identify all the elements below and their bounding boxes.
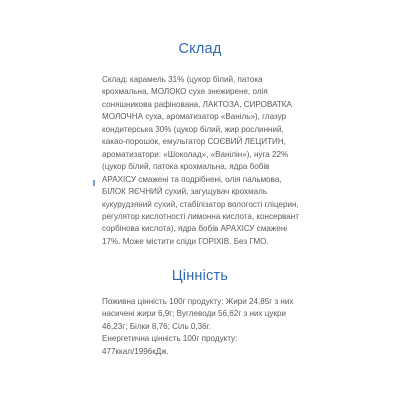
composition-line: сорбінова кислота), ядра бобів АРАХІСУ смажені <box>102 224 288 234</box>
marker-icon <box>93 180 95 186</box>
composition-line: ароматизатори: «Шоколад», «Ванілін»), нуга 22% <box>102 149 289 159</box>
composition-line: кондитерська 30% (цукор білий, жир рослинний, <box>102 124 284 134</box>
composition-line: кукурудзяний сухий, стабілізатор вологості гліцерин, <box>102 199 299 209</box>
composition-line: 17%. Може містити сліди ГОРІХІВ. Без ГМО. <box>102 236 269 246</box>
nutrition-line: 477ккал/1996кДж. <box>102 346 169 356</box>
composition-text <box>102 74 306 248</box>
nutrition-line: 46,23г; Білки 8,76; Сіль 0,36г. <box>102 321 211 331</box>
composition-line: МОЛОЧНА суха, ароматизатор «Ваніль»), глазур <box>102 112 287 122</box>
composition-line: БІЛОК ЯЄЧНИЙ сухий, загущувач крохмаль <box>102 187 268 197</box>
composition-line: АРАХІСУ смажені та подрібнені, олія пальмова, <box>102 174 282 184</box>
composition-line: какао-порошок, емульгатор СОЄВИЙ ЛЕЦИТИН, <box>102 137 286 147</box>
composition-line: Склад: карамель 31% (цукор білий, патока <box>102 75 263 84</box>
nutrition-line: насичені жири 6,9г; Вуглеводи 56,62г з них цукри <box>102 309 287 319</box>
composition-line: соняшникова рафінована, ЛАКТОЗА, СИРОВАТКА <box>102 99 292 109</box>
nutrition-title: Цінність <box>171 268 229 284</box>
composition-title: Склад <box>178 41 222 57</box>
nutrition-line: Енергетична цінність 100г продукту: <box>102 334 238 344</box>
nutrition-text <box>102 296 306 358</box>
composition-line: (цукор білий, патока крохмальна, ядра бобів <box>102 162 270 172</box>
composition-line: регулятор кислотності лимонна кислота, консервант <box>102 211 299 221</box>
composition-line: крохмальна, МОЛОКО сухе знежирене, олія <box>102 87 268 97</box>
nutrition-line: Поживна цінність 100г продукту: Жири 24,85г з них <box>102 297 294 306</box>
